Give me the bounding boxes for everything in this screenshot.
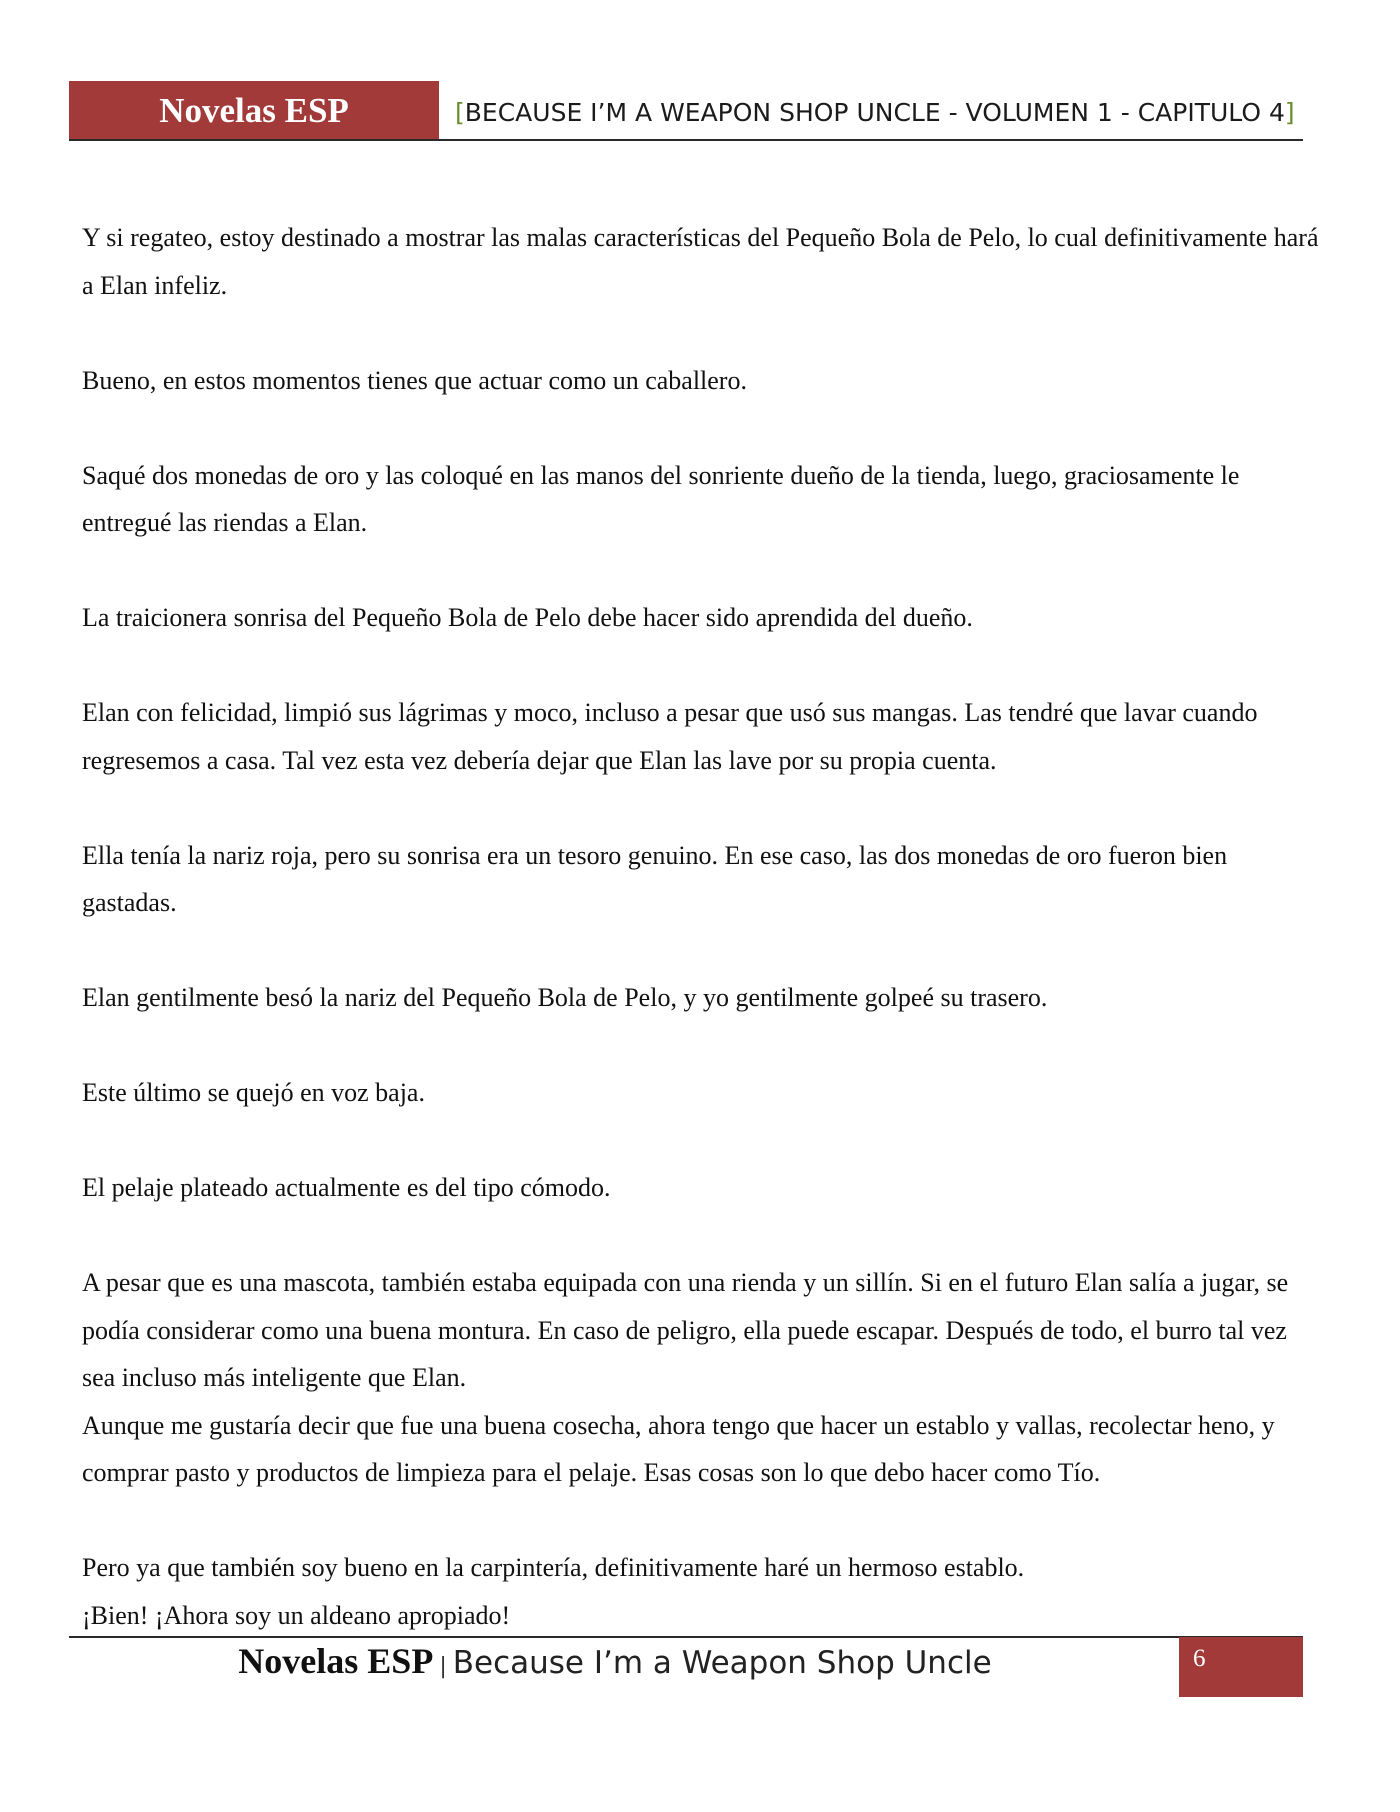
header-chapter-title: [455, 98, 1315, 127]
page-number-badge: [1179, 1637, 1303, 1697]
footer-brand-text: Novelas ESP: [238, 1641, 434, 1681]
paragraph: Ella tenía la nariz roja, pero su sonrisa era un tesoro genuino. En ese caso, las dos monedas de oro fueron bien gastadas.: [82, 840, 1228, 917]
header-bracket-close: ]: [1284, 98, 1295, 127]
paragraph: Elan gentilmente besó la nariz del Pequeño Bola de Pelo, y yo gentilmente golpeé su trasero.: [82, 983, 1048, 1012]
header-brand-banner: [69, 81, 439, 140]
paragraph: El pelaje plateado actualmente es del tipo cómodo.: [82, 1173, 611, 1202]
footer-divider: [69, 1636, 1303, 1638]
footer-running-title: [0, 1640, 1230, 1682]
footer-subtitle: Because I’m a Weapon Shop Uncle: [452, 1645, 992, 1681]
paragraph: Este último se quejó en voz baja.: [82, 1078, 425, 1107]
paragraph: Bueno, en estos momentos tienes que actuar como un caballero.: [82, 365, 747, 395]
page-number: 6: [1193, 1645, 1206, 1672]
header-divider: [69, 139, 1303, 141]
paragraph: A pesar que es una mascota, también estaba equipada con una rienda y un sillín. Si en el futuro Elan salía a jugar, se podía considerar como una buena montura. En caso de peligro, ella puede escapar. Después de todo, el burro tal vez sea incluso más inteligente que Elan.: [82, 1268, 1289, 1392]
paragraph: Pero ya que también soy bueno en la carpintería, definitivamente haré un hermoso establo.: [82, 1553, 1025, 1582]
paragraph: Saqué dos monedas de oro y las coloqué en las manos del sonriente dueño de la tienda, luego, graciosamente le entregué las riendas a Elan.: [82, 460, 1240, 537]
paragraph: ¡Bien! ¡Ahora soy un aldeano apropiado!: [82, 1600, 511, 1630]
header-bracket-open: [: [455, 98, 465, 127]
header-brand-text: Novelas ESP: [159, 91, 349, 130]
paragraph: Elan con felicidad, limpió sus lágrimas y moco, incluso a pesar que usó sus mangas. Las tendré que lavar cuando regresemos a casa. Tal vez esta vez debería dejar que Elan las lave por su propia cuenta.: [82, 698, 1258, 775]
header-title-text: BECAUSE I’M A WEAPON SHOP UNCLE - VOLUMEN 1 - CAPITULO 4: [464, 98, 1285, 127]
paragraph: Y si regateo, estoy destinado a mostrar las malas características del Pequeño Bola de Pelo, lo cual definitivamente hará a Elan infeliz.: [82, 223, 1319, 300]
body-text: [82, 214, 1322, 1639]
paragraph: Aunque me gustaría decir que fue una buena cosecha, ahora tengo que hacer un establo y vallas, recolectar heno, y comprar pasto y productos de limpieza para el pelaje. Esas cosas son lo que debo hacer como Tío.: [82, 1410, 1275, 1487]
footer-separator: |: [439, 1654, 447, 1679]
paragraph: La traicionera sonrisa del Pequeño Bola de Pelo debe hacer sido aprendida del dueño.: [82, 603, 973, 632]
